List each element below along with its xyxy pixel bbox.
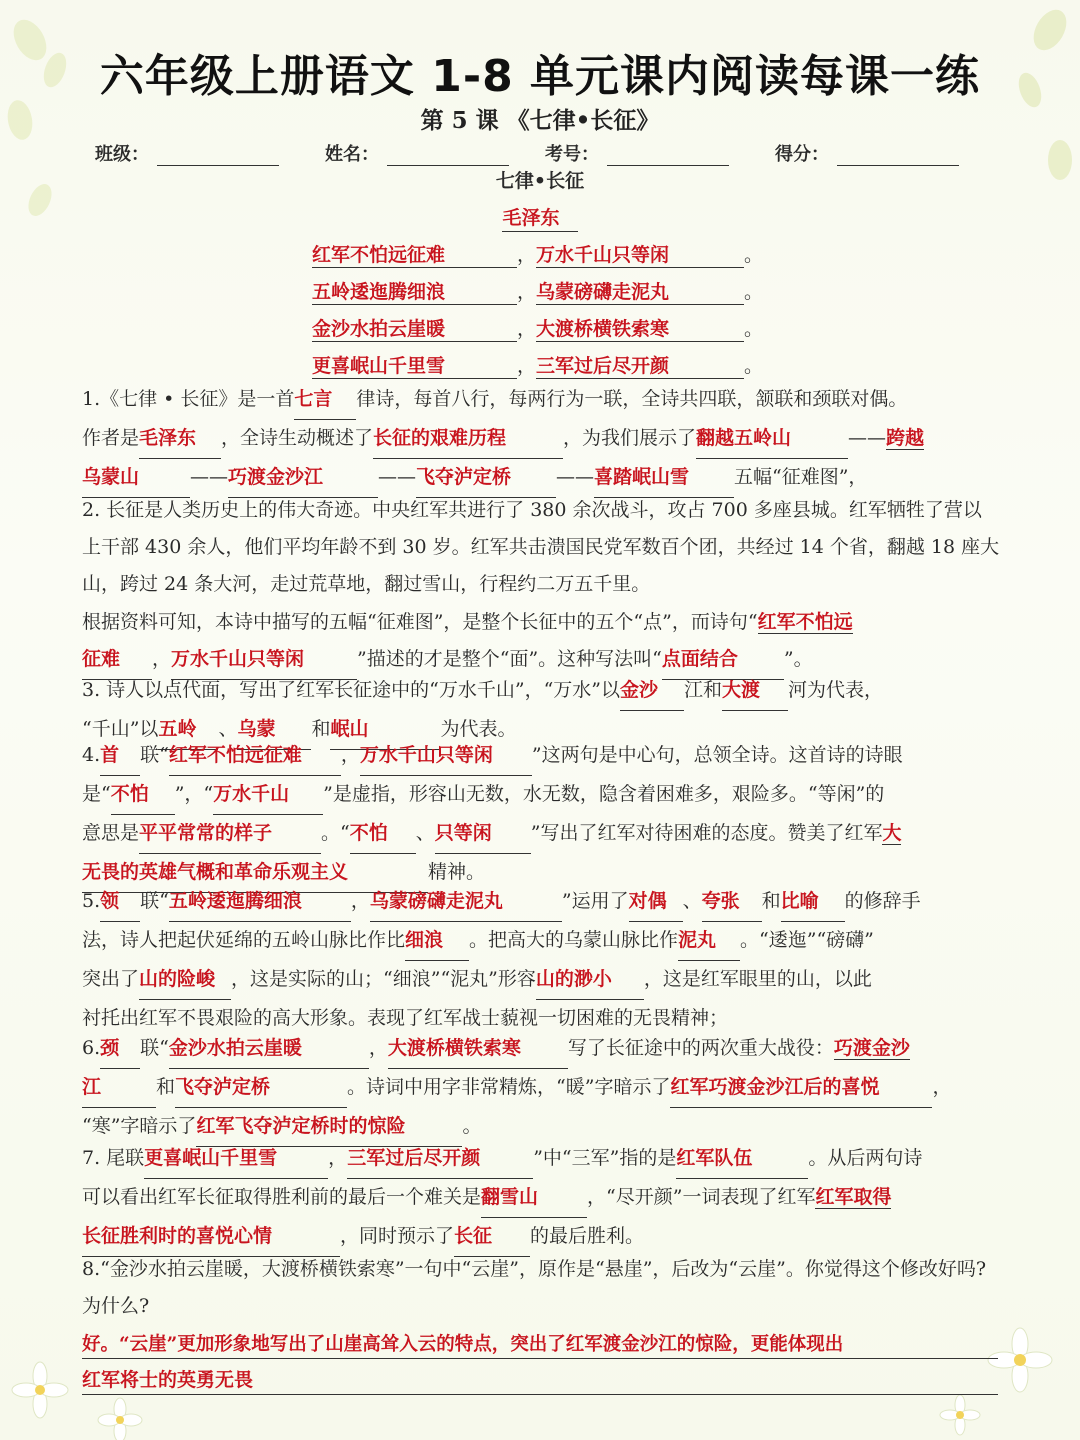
class-label: 班级： — [95, 144, 149, 165]
score-label: 得分： — [775, 144, 829, 165]
question-8-answer-line-2: 红军将士的英勇无畏 — [82, 1369, 254, 1391]
poem-line: 红军不怕远征难 ，万水千山只等闲 。 — [312, 240, 772, 268]
question-4: 4.首 联“红军不怕远征难 ，万水千山只等闲 ”这两句是中心句，总领全诗。这首诗的诗眼 是“不怕 ”，“万水千山 ”是虚指，形容山无数，水无数，隐含着困难多，艰险多。“等闲”的 意思是平平常常的样子 。“不怕 、只等闲 ”写出了红军对待困难的态度。赞美了红军大 无畏的英雄气概和革命乐观主义 精神。 — [82, 737, 1000, 893]
question-5: 5.领 联“五岭逶迤腾细浪 ，乌蒙磅礴走泥丸 ”运用了对偶 、夸张 和比喻 的修辞手 法，诗人把起伏延绵的五岭山脉比作比细浪 。把高大的乌蒙山脉比作泥丸 。“逶迤”“磅礴” 突出了山的险峻 ，这是实际的山；“细浪”“泥丸”形容山的渺小 ，这是红军眼里的山，以此 衬托出红军不畏艰险的高大形象。表现了红军战士藐视一切困难的无畏精神； — [82, 883, 1000, 1037]
score-field[interactable] — [775, 140, 959, 166]
poem-line: 更喜岷山千里雪 ，三军过后尽开颜 。 — [312, 351, 772, 379]
answer-rule — [82, 1394, 998, 1395]
question-8: 8.“金沙水拍云崖暖，大渡桥横铁索寒”一句中“云崖”，原作是“悬崖”，后改为“云崖”。你觉得这个修改好吗?为什么? — [82, 1258, 987, 1317]
question-2: 根据资料可知，本诗中描写的五幅“征难图”，是整个长征中的五个“点”，而诗句“红军不怕远 征难 ，万水千山只等闲 ”描述的才是整个“面”。这种写法叫“点面结合 ”。 — [82, 604, 1000, 680]
question-1: 1.《七律 • 长征》是一首七言 律诗，每首八行，每两行为一联，全诗共四联，颔联和颈联对偶。 作者是毛泽东 ，全诗生动概述了长征的艰难历程 ，为我们展示了翻越五岭山 ——跨越 乌蒙山 ——巧渡金沙江 ——飞夺泸定桥 ——喜踏岷山雪 五幅“征难图”， — [82, 381, 1000, 498]
question-2-passage: 2. 长征是人类历史上的伟大奇迹。中央红军共进行了 380 余次战斗，攻占 700 多座县城。红军牺牲了营以上干部 430 余人，他们平均年龄不到 30 岁。红军共击溃国民党军数百个团，共经过 14 个省，翻越 18 座大山，跨过 24 条大河，走过荒草地，翻过雪山，行程约二万五千里。 — [82, 499, 1000, 595]
poem-author: 毛泽东 — [0, 203, 1080, 232]
question-6: 6.颈 联“金沙水拍云崖暖 ，大渡桥横铁索寒 写了长征途中的两次重大战役：巧渡金沙 江 和飞夺泸定桥 。诗词中用字非常精炼，“暖”字暗示了红军巧渡金沙江后的喜悦 ， “寒”字暗示了红军飞夺泸定桥时的惊险 。 — [82, 1030, 1000, 1147]
exam-number-label: 考号： — [545, 144, 599, 165]
question-8-answer-line-1: 好。“云崖”更加形象地写出了山崖高耸入云的特点，突出了红军渡金沙江的惊险，更能体现出 — [82, 1334, 844, 1355]
poem-line: 金沙水拍云崖暖 ，大渡桥横铁索寒 。 — [312, 314, 772, 342]
name-label: 姓名： — [325, 144, 379, 165]
answer-rule — [82, 1358, 998, 1359]
page-title: 六年级上册语文 1-8 单元课内阅读每课一练 — [99, 51, 981, 102]
poem-title: 七律•长征 — [495, 170, 585, 192]
question-3: 3. 诗人以点代面，写出了红军长征途中的“万水千山”，“万水”以金沙 江和大渡 河为代表， “千山”以五岭 、乌蒙 和岷山 为代表。 — [82, 672, 1000, 750]
name-field[interactable] — [325, 140, 509, 166]
class-field[interactable] — [95, 140, 279, 166]
lesson-title: 第 5 课 《七律•长征》 — [420, 107, 660, 134]
question-7: 7. 尾联更喜岷山千里雪 ，三军过后尽开颜 ”中“三军”指的是红军队伍 。从后两句诗 可以看出红军长征取得胜利前的最后一个难关是翻雪山 ，“尽开颜”一词表现了红军红军取得 长征胜利时的喜悦心情 ，同时预示了长征 的最后胜利。 — [82, 1140, 1000, 1257]
exam-number-field[interactable] — [545, 140, 729, 166]
poem-line: 五岭逶迤腾细浪 ，乌蒙磅礴走泥丸 。 — [312, 277, 772, 305]
